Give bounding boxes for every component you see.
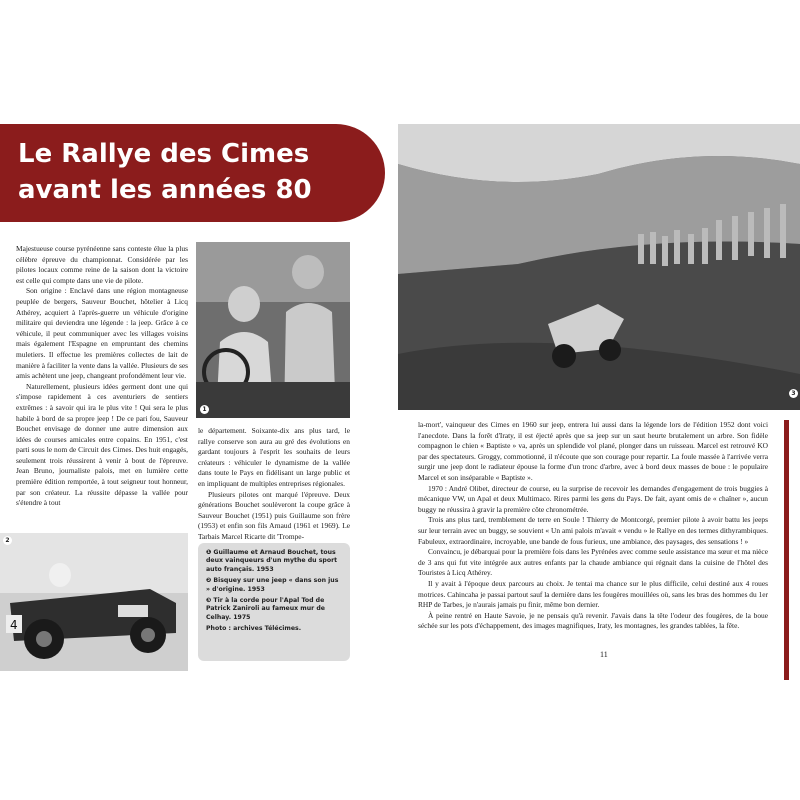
paragraph: Son origine : Enclavé dans une région montagneuse peuplée de bergers, Sauveur Bouchet, hôtelier à Licq Athérey, acquiert à l'après-guerre un véhicule d'origine militaire qui deviendra une légende : la jeep. Grâce à ce véhicule, il peut communiquer avec les villages voisins mais également l'Espagne en empruntant des chemins muletiers. Il effectue les premières collectes de lait de manière à faciliter la vente dans la vallée. Plusieurs de ses amis achètent une jeep, changeant profondément leur vie.: [16, 286, 188, 381]
title-line-2: avant les années 80: [18, 175, 312, 205]
photo-hillside-race: [398, 124, 800, 410]
photo-drivers: [196, 242, 350, 418]
left-text-column: [16, 244, 188, 509]
photo-credit: Photo : archives Télécimes.: [206, 625, 302, 633]
middle-text-column: [198, 426, 350, 543]
photo-badge-1: 1: [200, 405, 209, 414]
right-text-column: [418, 420, 768, 632]
paragraph: Plusieurs pilotes ont marqué l'épreuve. Deux générations Bouchet soulèveront la coupe grâce à Sauveur Bouchet (1951) puis Guillaume son frère (1953) et enfin son fils Arnaud (1961 et 1969). Le Tarbais Marcel Ricarte dit 'Trompe-: [198, 489, 350, 541]
caption-1: ❶ Guillaume et Arnaud Bouchet, tous deux vainqueurs d'un mythe du sport auto français. 1953: [206, 549, 338, 573]
photo-jeep: [0, 533, 188, 671]
paragraph: le département. Soixante-dix ans plus tard, le rallye conserve son aura au gré des évolutions en gardant toujours à l'esprit les souhaits de leurs créateurs : véhiculer le dynamisme de la vallée dans toute le Pays en fidélisant un large public et en impliquant de multiples entreprises régionales.: [198, 426, 350, 488]
svg-text:4: 4: [10, 618, 18, 632]
photo-badge-3: 3: [789, 389, 798, 398]
caption-3: ❸ Tir à la corde pour l'Apal Tod de Patrick Zaniroli au fameux mur de Celhay. 1975: [206, 597, 325, 621]
paragraph: 1970 : André Olibet, directeur de course, eu la surprise de recevoir les demandes d'engagement de trois buggies à mécanique VW, un Apal et deux Multimaco. Rires parmi les gens du Pays. De fait, ayant omis de « chaîner », aucun buggy ne réussira à gravir la première côte chronométrée.: [418, 483, 768, 514]
photo-badge-2: 2: [3, 536, 12, 545]
caption-2: ❷ Bisquey sur une jeep « dans son jus » d'origine. 1953: [206, 577, 339, 593]
page-edge-rule: [784, 420, 789, 680]
paragraph: la-mort', vainqueur des Cimes en 1960 sur jeep, entrera lui aussi dans la légende lors de l'édition 1952 dont voici l'anecdote. Dans la forêt d'Iraty, il est éjecté après que sa jeep sur un saut heurte brutalement un arbre. Son fidèle compagnon le chien « Baptiste » va, après un splendide vol plané, plonger dans un ruisseau. Marcel est retrouvé KO par des spectateurs. Groggy, commotionné, il n'écoute que son courage pour repartir. La foule massée à l'arrivée verra surgir une jeep dont le radiateur épouse la forme d'un tronc d'arbre, avec à bord deux masses de boue : le populaire Marcel et son inséparable « Baptiste ».: [418, 420, 768, 482]
paragraph: À peine rentré en Haute Savoie, je ne pensais qu'à revenir. J'avais dans la tête l'odeur des fougères, de la boue séchée sur les pots d'échappement, des images magnifiques, Iraty, les montagnes, les grandes tablées, la fête.: [418, 610, 768, 631]
paragraph: Trois ans plus tard, tremblement de terre en Soule ! Thierry de Montcorgé, premier pilote à avoir battu les jeeps sur leur terrain avec un buggy, se souvient « Un ami palois m'avait « vendu » le Rallye en des termes dithyrambiques. Fabuleux, extraordinaire, incroyable, une bande de fous furieux, une ambiance, des paysages, des sensations ! »: [418, 515, 768, 546]
paragraph: Il y avait à l'époque deux parcours au choix. Je tentai ma chance sur le plus difficile, celui destiné aux 4 roues motrices. Cahincaha je passai partout sauf la dernière dans les fougères mouillées où, sans les bras des hommes du 1er RHP de Tarbes, je n'aurais jamais pu finir, même bon dernier.: [418, 578, 768, 610]
paragraph: Majestueuse course pyrénéenne sans conteste élue la plus célèbre épreuve du championnat. Considérée par les pilotes locaux comme reine de la saison dont la victoire est celle qui compte dans une vie de pilote.: [16, 244, 188, 285]
paragraph: Convaincu, je débarquai pour la première fois dans les Pyrénées avec comme seule assistance ma sœur et ma nièce de 3 ans qui fut vite intégrée aux autres enfants par la chaude ambiance qui régnait dans la cuisine de l'hôtel des Touristes à Licq Athérey.: [418, 547, 768, 578]
paragraph: Naturellement, plusieurs idées germent dont une qui s'impose rapidement à ces aventuriers de sentiers extrêmes : à savoir qui ira le plus vite ! Qui sera le plus habile à bord de sa propre jeep ! De ce pari fou, Sauveur Bouchet envisage de donner une autre dimension aux idées de courses amicales entre copains. En 1951, c'est parti sous le nom de Circuit des Cimes. Des huit engagés, seulement trois réussirent à venir à bout de l'épreuve. Jean Bruno, journaliste palois, met en lumière cette première édition remportée, à tout seigneur tout honneur, par son créateur. La réussite dépasse la vallée pour s'étendre à tout: [16, 381, 188, 508]
page-number: 11: [600, 650, 608, 659]
title-line-1: Le Rallye des Cimes: [18, 139, 310, 169]
photo-captions: [198, 543, 350, 661]
page-title: [18, 136, 378, 208]
